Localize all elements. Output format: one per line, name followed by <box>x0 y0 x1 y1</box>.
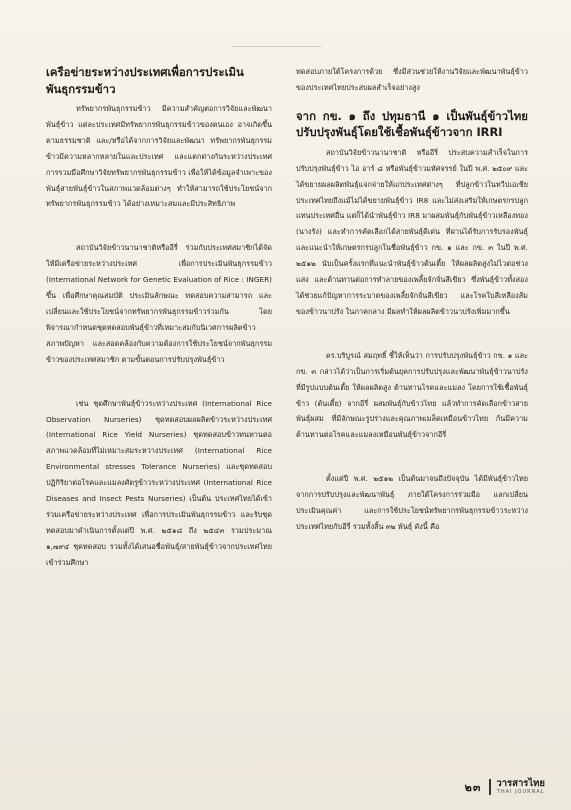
page-number: ๒๓ <box>464 781 482 794</box>
paragraph-nurseries: เช่น ชุดศึกษาพันธุ์ข้าวระหว่างประเทศ (International Rice Observation Nurseries) ชุดทดสอบผลผลิตข้าวระหว่างประเทศ (International Rice Yield Nurseries) ชุดทดสอบข้าวทนทานต่อสภาพแวดล้อมที่ไม่เหมาะสมระหว่างประเทศ (International Rice Environmental stresses Tolerance Nurseries) และชุดทดสอบปฏิกิริยาต่อโรคและแมลงศัตรูข้าวระหว่างประเทศ (International Rice Diseases and Insect Pests Nurseries) เป็นต้น ประเทศไทยได้เข้าร่วมเครือข่ายระหว่างประเทศ เพื่อการประเมินพันธุกรรมข้าว และรับชุดทดสอบมาดำเนินการตั้งแต่ปี พ.ศ. ๒๕๑๘ ถึง ๒๕๔๓ รวมประมาณ ๑,๗๙๔ ชุดทดสอบ รวมทั้งได้เสนอชื่อพันธุ์/สายพันธุ์ข้าวจากประเทศไทยเข้าร่วมศึกษา <box>46 398 272 567</box>
logo-subtitle: THAI JOURNAL <box>496 789 545 795</box>
paragraph-irri-network: สถาบันวิจัยข้าวนานาชาติหรืออีรี่ ร่วมกับประเทศสมาชิกได้จัดให้มีเครือข่ายระหว่างประเทศ เพื่อการประเมินพันธุกรรมข้าว (International Network for Genetic Evaluation of Rice : INGER) ขึ้น เพื่อศึกษาคุณสมบัติ ประเมินลักษณะ ทดสอบความสามารถ และเปลี่ยนและใช้ประโยชน์จากทรัพยากรพันธุกรรมข้าวร่วมกัน โดยพิจารณากำหนดชุดทดสอบพันธุ์ข้าวที่เหมาะสมกับนิเวศการผลิตข้าว สภาพปัญหา และสอดคล้องกับความต้องการใช้ประโยชน์จากพันธุกรรมข้าวของประเทศสมาชิก ตามขั้นตอนการปรับปรุงพันธุ์ข้าว <box>46 243 273 364</box>
paragraph-dr-boriboon: ดร.บริบูรณ์ สมฤทธิ์ ชี้ให้เห็นว่า การปรับปรุงพันธุ์ข้าว กข. ๑ และ กข. ๓ กล่าวได้ว่าเป็นการเริ่มต้นยุคการปรับปรุงและพัฒนาพันธุ์ข้าวนาปรัง ที่มีรูปแบบต้นเตี้ย ให้ผลผลิตสูง ต้านทานโรคและแมลง โดยการใช้เชื้อพันธุ์ข้าว (ต้นเตี้ย) จากอีรี่ ผสมพันธุ์กับข้าวไทย แล้วทำการคัดเลือกข้าวสายพันธุ์ผสม ที่มีลักษณะรูปร่างและคุณภาพเมล็ดเหมือนข้าวไทย ก้นมีความต้านทานต่อโรคและแมลงเหมือนพันธุ์ข้าวจากอีรี่ <box>296 350 528 440</box>
section-heading-rd1-to-pathumthani: จาก กข. ๑ ถึง ปทุมธานี ๑ เป็นพันธุ์ข้าวไทยปรับปรุงพันธุ์โดยใช้เชื้อพันธุ์ข้าวจาก IRRI <box>296 108 528 140</box>
paragraph-ir8-history: สถาบันวิจัยข้าวนานาชาติ หรืออีรี่ ประสบความสำเร็จในการปรับปรุงพันธุ์ข้าว ไอ อาร์ ๘ หรือพันธุ์ข้าวมหัศจรรย์ ในปี พ.ศ. ๒๕๐๙ และได้ขยายผลผลิตพันธุ์แจกจ่ายให้แก่ประเทศต่างๆ ที่ปลูกข้าวในทวีปเอเชีย ประเทศไทยถึงแม้ไม่ได้ขยายพันธุ์ข้าว IR8 และไม่ส่งเสริมให้เกษตรกรปลูกแทนประเทศอื่น แต่ก็ได้นำพันธุ์ข้าว IR8 มาผสมพันธุ์กับพันธุ์ข้าวเหลืองทอง (นางรัง) และทำการคัดเลือกได้สายพันธุ์ดีเด่น ที่ผ่านได้รับการรับรองพันธุ์และแนะนำให้เกษตรกรปลูกในชื่อพันธุ์ข้าว กข. ๑ และ กข. ๓ ในปี พ.ศ. ๒๕๑๒ นับเป็นครั้งแรกที่แนะนำพันธุ์ข้าวต้นเตี้ย ให้ผลผลิตสูงไม่ไวต่อช่วงแสง และต้านทานต่อการทำลายของเพลี้ยจักจั่นสีเขียว ซึ่งพันธุ์ข้าวทั้งสองได้ช่วยแก้ปัญหาการระบาดของเพลี้ยจักจั่นสีเขียว และโรคใบสีเหลืองส้มของข้าวนาปรัง ในภาคกลาง มีผลทำให้ผลผลิตข้าวนาปรังเพิ่มมากขึ้น <box>296 147 528 316</box>
top-faint-rule <box>232 46 322 47</box>
paragraph-continued: ทดสอบภายใต้โครงการด้วย ซึ่งมีส่วนช่วยให้งานวิจัยและพัฒนาพันธุ์ข้าวของประเทศไทยประสบผลสำเร็จอย่างสูง <box>296 67 528 92</box>
paragraph-since-2512: ตั้งแต่ปี พ.ศ. ๒๕๑๒ เป็นต้นมาจนถึงปัจจุบัน ได้มีพันธุ์ข้าวไทยจากการปรับปรุงและพัฒนาพันธุ์ ภายใต้โครงการร่วมมือ แลกเปลี่ยน ประเมินคุณค่า และการใช้ประโยชน์ทรัพยากรพันธุกรรมข้าวระหว่างประเทศไทยกับอีรี่ รวมทั้งสิ้น ๓๒ พันธุ์ ดังนี้ คือ <box>296 474 528 531</box>
logo-title: วารสารไทย <box>496 778 545 789</box>
right-column <box>296 64 528 547</box>
paragraph-rice-genetic-resources: ทรัพยากรพันธุกรรมข้าว มีความสำคัญต่อการวิจัยและพัฒนาพันธุ์ข้าว แต่ละประเทศมีทรัพยากรพันธุกรรมข้าวของตนเอง อาจเกิดขึ้นตามธรรมชาติ และ/หรือได้จากการวิจัยและพัฒนา ทรัพยากรพันธุกรรมข้าวมีความหลากหลายในและประเทศ และแตกต่างกันระหว่างประเทศ การรวมมือศึกษาวิจัยทรัพยากรพันธุกรรมข้าว เพื่อให้ได้ข้อมูลจำเพาะของพันธุ์สายพันธุ์ข้าวในสภาพแวดล้อมต่างๆ ทำให้สามารถใช้ประโยชน์จากทรัพยากรพันธุกรรมข้าว ได้อย่างเหมาะสมและมีประสิทธิภาพ <box>46 104 272 209</box>
left-column <box>40 64 272 583</box>
section-heading-inger: เครือข่ายระหว่างประเทศเพื่อการประเมินพันธุกรรมข้าว <box>46 65 244 96</box>
page-footer <box>465 778 545 796</box>
magazine-logo <box>489 779 545 795</box>
